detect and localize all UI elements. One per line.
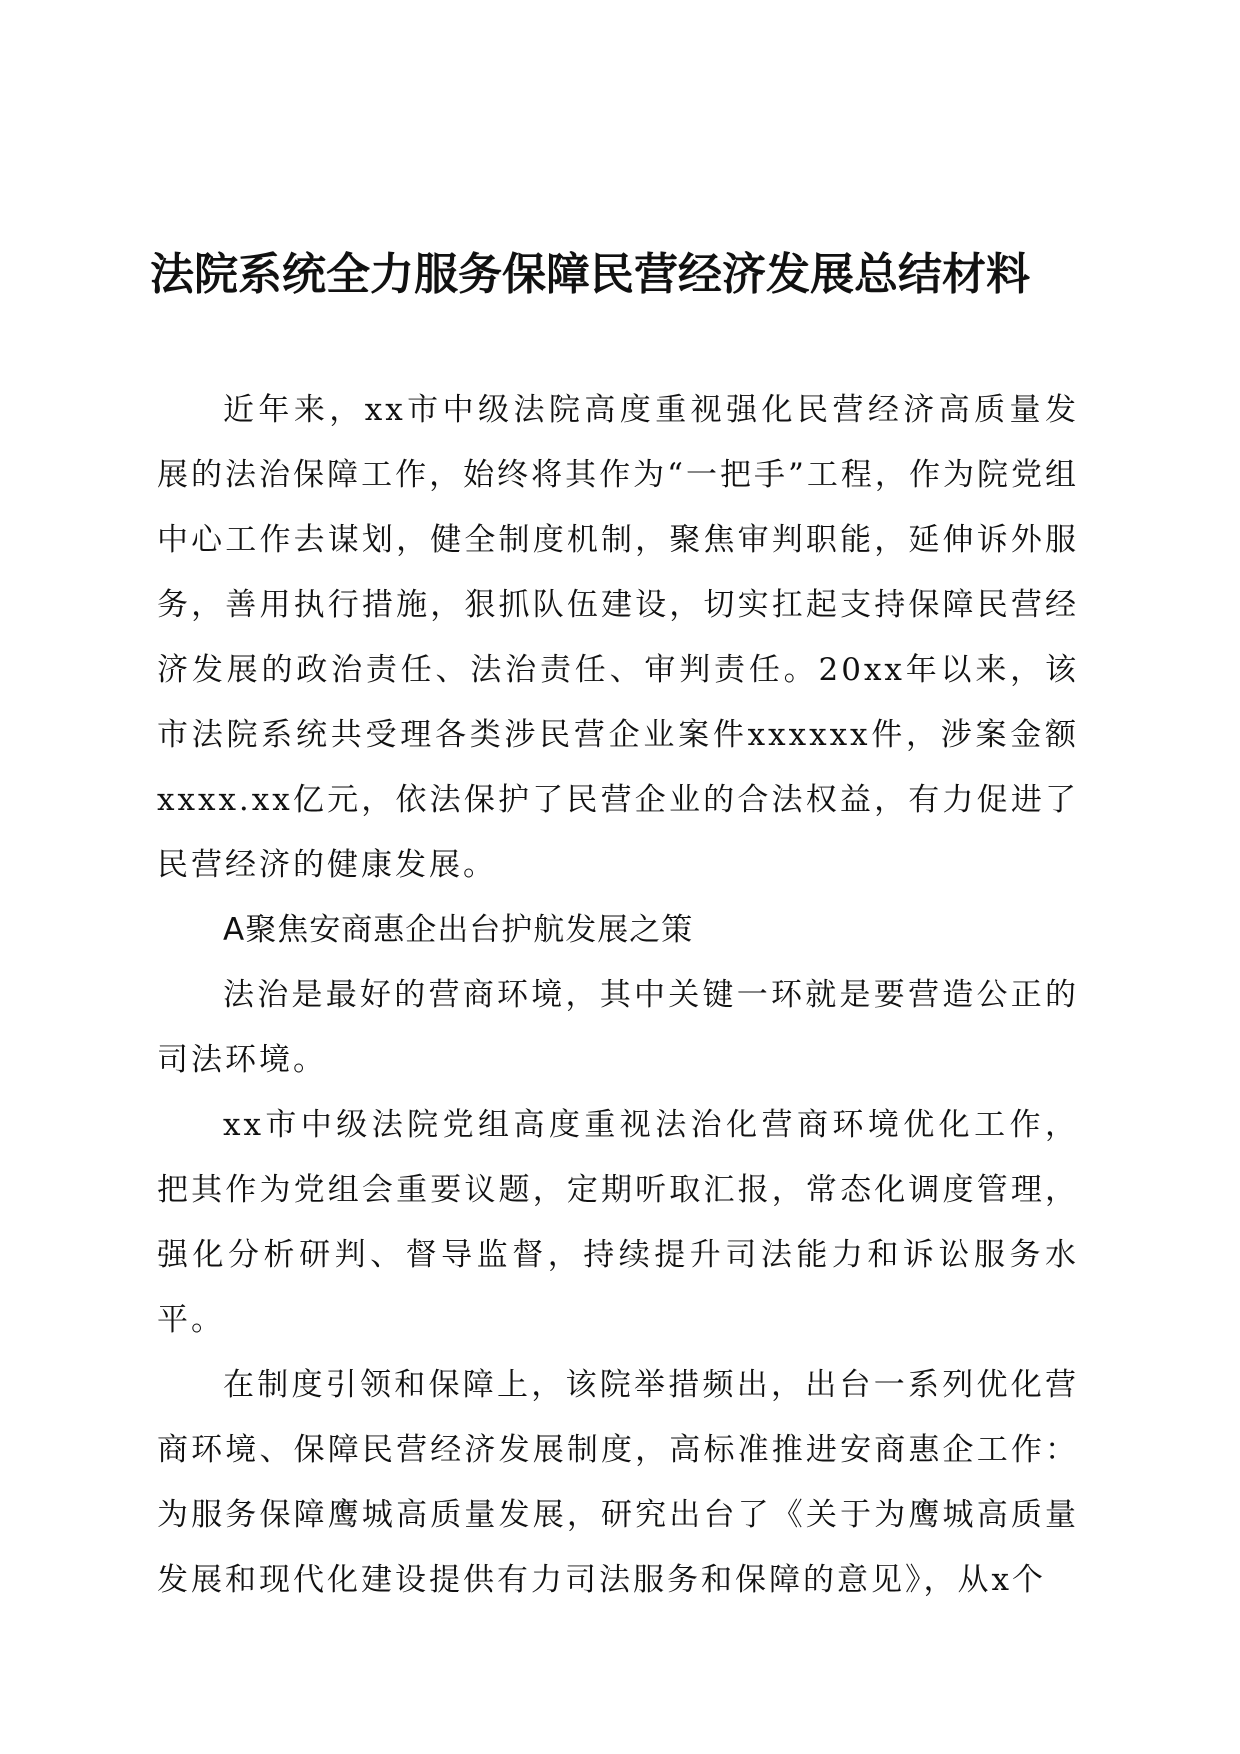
paragraph-intro: 近年来，xx市中级法院高度重视强化民营经济高质量发展的法治保障工作，始终将其作为“一把手”工程，作为院党组中心工作去谋划，健全制度机制，聚焦审判职能，延伸诉外服务，善用执行措施，狠抓队伍建设，切实扛起支持保障民营经济发展的政治责任、法治责任、审判责任。20xx年以来，该市法院系统共受理各类涉民营企业案件xxxxxx件，涉案金额xxxx.xx亿元，依法保护了民营企业的合法权益，有力促进了民营经济的健康发展。 [157,392,1079,883]
paragraph-rule-of-law: 法治是最好的营商环境，其中关键一环就是要营造公正的司法环境。 [157,977,1079,1078]
section-heading-a: A聚焦安商惠企出台护航发展之策 [223,912,694,948]
document-body [157,378,1079,1613]
paragraph-system-guidance: 在制度引领和保障上，该院举措频出，出台一系列优化营商环境、保障民营经济发展制度，高标准推进安商惠企工作：为服务保障鹰城高质量发展，研究出台了《关于为鹰城高质量发展和现代化建设提供有力司法服务和保障的意见》，从x个 [157,1367,1079,1598]
document-title: 法院系统全力服务保障民营经济发展总结材料 [150,249,1030,300]
paragraph-party-group: xx市中级法院党组高度重视法治化营商环境优化工作，把其作为党组会重要议题，定期听取汇报，常态化调度管理，强化分析研判、督导监督，持续提升司法能力和诉讼服务水平。 [157,1107,1079,1338]
